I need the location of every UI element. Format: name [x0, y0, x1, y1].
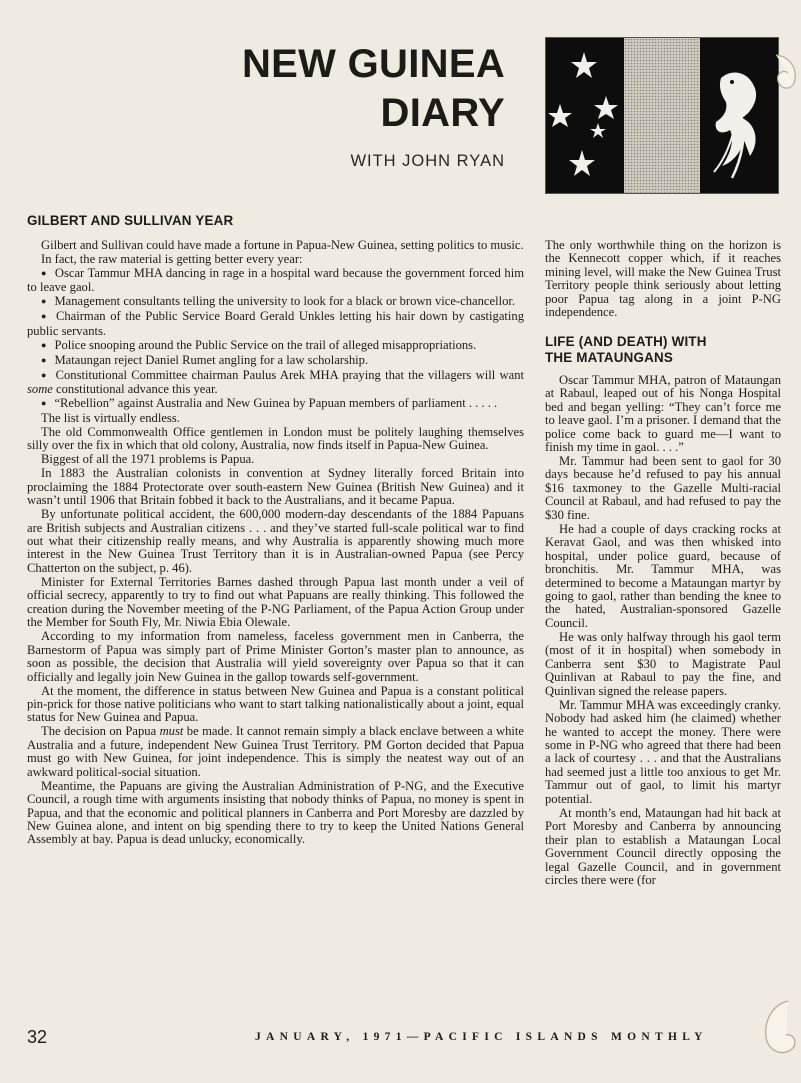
body-paragraph: At the moment, the difference in status between New Guinea and Papua is a constant political pin-prick for those native politicians who want to start talking nationalistically about a joint, equal status for New Guinea and Papua.	[27, 683, 524, 725]
right-intro-paragraph: The only worthwhile thing on the horizon is the Kennecott copper which, if it reaches mining level, will make the New Guinea Trust Territory people think seriously about letting poor Papua tag along in a joint P-NG independence.	[545, 238, 781, 320]
bullet-item: ● Constitutional Committee chairman Paulus Arek MHA praying that the villagers will want some constitutional advance this year.	[27, 369, 524, 397]
left-column	[27, 239, 524, 847]
bullet-item: ● Management consultants telling the university to look for a black or brown vice-chancellor.	[27, 295, 524, 309]
body-paragraph: The decision on Papua must be made. It cannot remain simply a black enclave between a white Australia and a future, independent New Guinea Trust Territory. PM Gorton decided that Papua must go with New Guinea, for joint independence. This is simply the neatest way out of an awkward political-social situation.	[27, 724, 524, 779]
title-line-2: DIARY	[380, 91, 505, 135]
page-title	[242, 40, 505, 138]
body-paragraph: Mr. Tammur MHA was exceedingly cranky. Nobody had asked him (he claimed) whether he wanted to accept the money. There were some in P-NG who agreed that there had been a lack of courtesy . . . and that the Australians had seemed just a little too anxious to get Mr. Tammur out of gaol, to limit his martyr potential.	[545, 697, 781, 806]
flag-illustration	[546, 38, 778, 193]
body-paragraph: He was only halfway through his gaol term (most of it in hospital) when somebody in Canberra sent $30 to Magistrate Paul Quinlivan at Rabaul to pay the fine, and Quinlivan signed the release papers.	[545, 629, 781, 698]
body-paragraph: The old Commonwealth Office gentlemen in London must be politely laughing themselves silly over the fix in which that old colony, Australia, now finds itself in Papua-New Guinea.	[27, 424, 524, 453]
bullet-item: ● Oscar Tammur MHA dancing in rage in a hospital ward because the government forced him to leave gaol.	[27, 267, 524, 295]
section-heading-mataungans	[545, 334, 781, 366]
body-paragraph: By unfortunate political accident, the 600,000 modern-day descendants of the 1884 Papuans are British subjects and Australian citizens . . . and they’ve started full-scale political war to find out what their citizenship really means, and why Australia is apparently showing much more interest in the New Guinea Trust Territory than it is in Australian-owned Papua (see Percy Chatterton on the subject, p. 46).	[27, 507, 524, 575]
page-curl-top	[772, 53, 798, 91]
body-paragraph: Minister for External Territories Barnes dashed through Papua last month under a veil of official secrecy, apparently to try to find out what Papuans are really thinking. This followed the creation during the November meeting of the P-NG Parliament, of the Papua Action Group under the Member for South Fly, Mr. Niwia Ebia Olewale.	[27, 574, 524, 630]
png-flag-image	[545, 37, 779, 194]
body-paragraph: At month’s end, Mataungan had hit back at Port Moresby and Canberra by announcing their plan to establish a Mataungan Local Government Council directly opposing the legal Gazelle Council, and in government circles there were (for	[545, 805, 781, 887]
bullet-item: ● Mataungan reject Daniel Rumet angling for a law scholarship.	[27, 354, 524, 368]
body-paragraph: In 1883 the Australian colonists in convention at Sydney literally forced Britain into proclaiming the 1884 Protectorate over south-eastern New Guinea (British New Guinea) and it wasn’t until 1906 that Britain fobbed it back to the Australians, and it became Papua.	[27, 466, 524, 508]
bullet-item: ● “Rebellion” against Australia and New Guinea by Papuan members of parliament . . . . .	[27, 397, 524, 411]
page-curl-bottom	[758, 997, 798, 1059]
page-number: 32	[27, 1027, 48, 1047]
mataungans-body	[545, 374, 781, 888]
bullet-item: ● Police snooping around the Public Service on the trail of alleged misappropriations.	[27, 339, 524, 353]
title-line-1: NEW GUINEA	[242, 42, 505, 86]
body-paragraph: Mr. Tammur had been sent to gaol for 30 days because he’d refused to pay his annual $16 taxmoney to the Gazelle Multi-racial Council at Rabaul, and had refused to pay the $30 fine.	[545, 453, 781, 522]
body-paragraph: The list is virtually endless.	[41, 410, 180, 425]
section-heading-gilbert-sullivan: GILBERT AND SULLIVAN YEAR	[27, 213, 234, 228]
body-paragraph: According to my information from nameless, faceless government men in Canberra, the Barnestorm of Papua was simply part of Prime Minister Gorton’s master plan to announce, as soon as possible, the decision that Australia will yield sovereignty over Papua so that it can officially and legally join New Guinea in the gallop towards self-government.	[27, 629, 524, 684]
right-column	[545, 239, 781, 888]
heading-line-1: LIFE (AND DEATH) WITH	[545, 333, 707, 349]
bullet-item: ● Chairman of the Public Service Board Gerald Unkles letting his hair down by castigating public servants.	[27, 310, 524, 338]
byline: WITH JOHN RYAN	[350, 152, 505, 170]
body-paragraph: Oscar Tammur MHA, patron of Mataungan at Rabaul, leaped out of his Nonga Hospital bed and began yelling: “They can’t force me to leave gaol. I’m a prisoner. I demand that the police come back to guard me—I want to finish my time in gaol. . . .”	[545, 372, 781, 454]
heading-line-2: THE MATAUNGANS	[545, 349, 674, 365]
body-paragraph: He had a couple of days cracking rocks at Keravat Gaol, and was then whisked into hospital, under police guard, because of bronchitis. Mr. Tammur MHA, was determined to become a Mataungan martyr by going to gaol, rather than bending the knee to the hated, Australian-sponsored Gazelle Council.	[545, 521, 781, 630]
body-paragraph: Biggest of all the 1971 problems is Papua.	[41, 452, 255, 467]
masthead: JANUARY, 1971—PACIFIC ISLANDS MONTHLY	[255, 1031, 708, 1043]
body-paragraph: In fact, the raw material is getting better every year:	[41, 251, 303, 266]
body-paragraph: Meantime, the Papuans are giving the Australian Administration of P-NG, and the Executive Council, a rough time with arguments insisting that nobody thinks of Papua, no money is spent in Papua, and that the economic and political planners in Canberra and Port Moresby are dazzled by New Guinea alone, and intent on big spending there to try to keep the United Nations General Assembly at bay. Papua is dead unlucky, economically.	[27, 778, 524, 847]
body-paragraph: Gilbert and Sullivan could have made a fortune in Papua-New Guinea, setting politics to music.	[41, 238, 524, 252]
